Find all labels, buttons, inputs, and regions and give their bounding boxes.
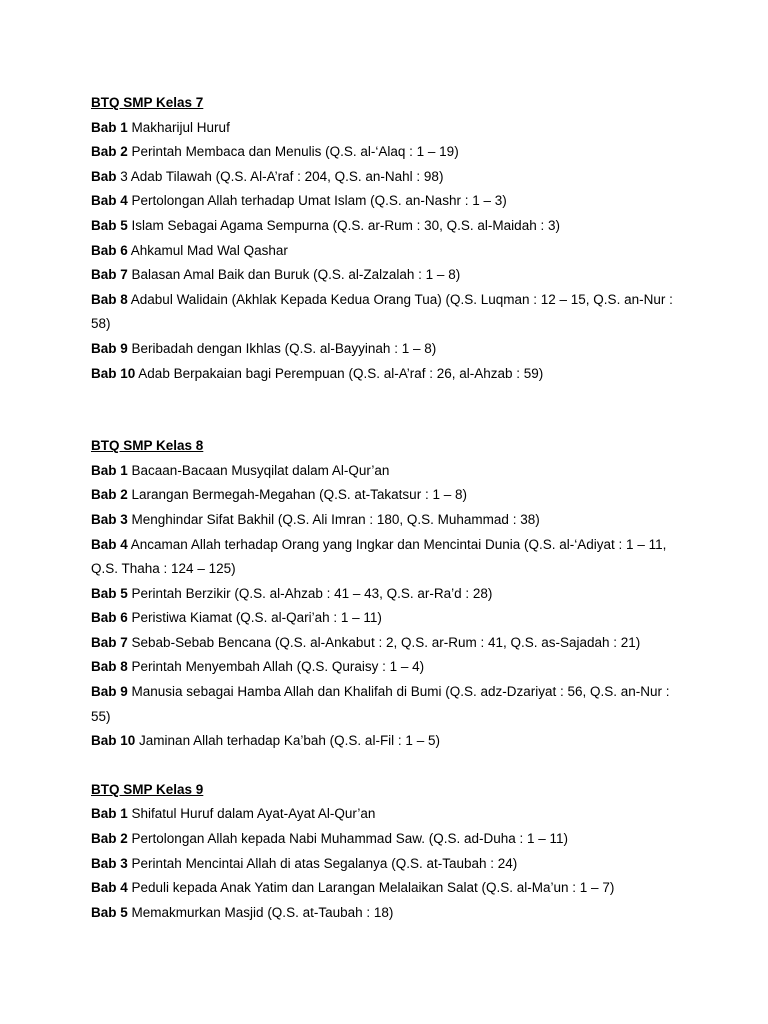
chapter-label: Bab 6 bbox=[91, 242, 128, 258]
chapter-label: Bab 10 bbox=[91, 733, 136, 749]
chapter-title: Perintah Berzikir (Q.S. al-Ahzab : 41 – 43, Q.S. ar-Ra’d : 28) bbox=[131, 585, 493, 601]
list-item bbox=[91, 582, 681, 607]
chapter-label: Bab 3 bbox=[91, 855, 128, 871]
chapter-label: Bab 1 bbox=[91, 462, 128, 478]
chapter-title: Makharijul Huruf bbox=[131, 119, 230, 135]
list-item bbox=[91, 655, 681, 680]
chapter-title: Memakmurkan Masjid (Q.S. at-Taubah : 18) bbox=[131, 904, 394, 920]
list-item bbox=[91, 165, 681, 190]
chapter-label: Bab 2 bbox=[91, 487, 128, 503]
chapter-label: Bab 7 bbox=[91, 267, 128, 283]
chapter-label: Bab 8 bbox=[91, 659, 128, 675]
chapter-label: Bab 4 bbox=[91, 536, 128, 552]
chapter-title: Bacaan-Bacaan Musyqilat dalam Al-Qur’an bbox=[131, 462, 390, 478]
list-item bbox=[91, 827, 681, 852]
list-item bbox=[91, 214, 681, 239]
chapter-label: Bab 7 bbox=[91, 634, 128, 650]
chapter-title: Perintah Menyembah Allah (Q.S. Quraisy : 1 – 4) bbox=[131, 659, 425, 675]
chapter-label: Bab 1 bbox=[91, 806, 128, 822]
chapter-title: Pertolongan Allah terhadap Umat Islam (Q.S. an-Nashr : 1 – 3) bbox=[131, 193, 507, 209]
chapter-title: Larangan Bermegah-Megahan (Q.S. at-Takatsur : 1 – 8) bbox=[131, 487, 467, 503]
section-kelas-7 bbox=[91, 91, 681, 386]
chapter-title: Pertolongan Allah kepada Nabi Muhammad Saw. (Q.S. ad-Duha : 1 – 11) bbox=[131, 831, 569, 847]
chapter-label: Bab 2 bbox=[91, 831, 128, 847]
chapter-title: Beribadah dengan Ikhlas (Q.S. al-Bayyinah : 1 – 8) bbox=[131, 340, 437, 356]
list-item bbox=[91, 483, 681, 508]
chapter-title: 3 Adab Tilawah (Q.S. Al-A’raf : 204, Q.S. an-Nahl : 98) bbox=[120, 168, 444, 184]
chapter-title: Ahkamul Mad Wal Qashar bbox=[130, 242, 288, 258]
chapter-label: Bab bbox=[91, 168, 117, 184]
section-heading: BTQ SMP Kelas 8 bbox=[91, 438, 204, 454]
chapter-title: Sebab-Sebab Bencana (Q.S. al-Ankabut : 2, Q.S. ar-Rum : 41, Q.S. as-Sajadah : 21) bbox=[131, 634, 641, 650]
list-item bbox=[91, 606, 681, 631]
section-heading: BTQ SMP Kelas 9 bbox=[91, 781, 204, 797]
section-kelas-8 bbox=[91, 434, 681, 754]
chapter-label: Bab 4 bbox=[91, 880, 128, 896]
chapter-title: Jaminan Allah terhadap Ka’bah (Q.S. al-Fil : 1 – 5) bbox=[139, 733, 440, 749]
section-heading: BTQ SMP Kelas 7 bbox=[91, 95, 204, 110]
chapter-title: Perintah Mencintai Allah di atas Segalanya (Q.S. at-Taubah : 24) bbox=[131, 855, 518, 871]
list-item bbox=[91, 189, 681, 214]
list-item bbox=[91, 140, 681, 165]
document-page bbox=[91, 91, 681, 925]
chapter-label: Bab 3 bbox=[91, 511, 128, 527]
list-item bbox=[91, 337, 681, 362]
chapter-title: Manusia sebagai Hamba Allah dan Khalifah di Bumi (Q.S. adz-Dzariyat : 56, Q.S. an-Nur : 55) bbox=[91, 684, 670, 724]
chapter-title: Perintah Membaca dan Menulis (Q.S. al-‘Alaq : 1 – 19) bbox=[131, 144, 459, 160]
list-item bbox=[91, 802, 681, 827]
chapter-title: Adabul Walidain (Akhlak Kepada Kedua Orang Tua) (Q.S. Luqman : 12 – 15, Q.S. an-Nur : 58) bbox=[91, 291, 673, 332]
list-item bbox=[91, 508, 681, 533]
list-item bbox=[91, 680, 681, 729]
list-item bbox=[91, 631, 681, 656]
chapter-title: Ancaman Allah terhadap Orang yang Ingkar dan Mencintai Dunia (Q.S. al-‘Adiyat : 1 – 11, Q.S. Thaha : 124 – 125) bbox=[91, 536, 667, 577]
chapter-label: Bab 10 bbox=[91, 365, 136, 381]
chapter-label: Bab 8 bbox=[91, 291, 128, 307]
chapter-title: Islam Sebagai Agama Sempurna (Q.S. ar-Rum : 30, Q.S. al-Maidah : 3) bbox=[131, 217, 560, 233]
chapter-label: Bab 1 bbox=[91, 119, 128, 135]
section-spacer bbox=[91, 754, 681, 778]
list-item bbox=[91, 533, 681, 582]
list-item bbox=[91, 729, 681, 754]
list-item bbox=[91, 288, 681, 337]
chapter-label: Bab 9 bbox=[91, 684, 128, 700]
chapter-label: Bab 6 bbox=[91, 610, 128, 626]
chapter-label: Bab 9 bbox=[91, 340, 128, 356]
chapter-title: Peduli kepada Anak Yatim dan Larangan Melalaikan Salat (Q.S. al-Ma’un : 1 – 7) bbox=[131, 880, 615, 896]
chapter-label: Bab 5 bbox=[91, 585, 128, 601]
list-item bbox=[91, 876, 681, 901]
chapter-title: Balasan Amal Baik dan Buruk (Q.S. al-Zalzalah : 1 – 8) bbox=[131, 267, 461, 283]
chapter-label: Bab 4 bbox=[91, 193, 128, 209]
section-spacer bbox=[91, 386, 681, 434]
chapter-label: Bab 2 bbox=[91, 144, 128, 160]
chapter-title: Peristiwa Kiamat (Q.S. al-Qari’ah : 1 – 11) bbox=[131, 610, 382, 626]
list-item bbox=[91, 901, 681, 926]
list-item bbox=[91, 239, 681, 264]
chapter-label: Bab 5 bbox=[91, 904, 128, 920]
chapter-title: Menghindar Sifat Bakhil (Q.S. Ali Imran : 180, Q.S. Muhammad : 38) bbox=[131, 511, 540, 527]
section-kelas-9 bbox=[91, 778, 681, 926]
chapter-title: Shifatul Huruf dalam Ayat-Ayat Al-Qur’an bbox=[131, 806, 376, 822]
list-item bbox=[91, 852, 681, 877]
list-item bbox=[91, 362, 681, 387]
list-item bbox=[91, 116, 681, 141]
chapter-label: Bab 5 bbox=[91, 217, 128, 233]
chapter-title: Adab Berpakaian bagi Perempuan (Q.S. al-A’raf : 26, al-Ahzab : 59) bbox=[138, 365, 544, 381]
list-item bbox=[91, 459, 681, 484]
list-item bbox=[91, 263, 681, 288]
